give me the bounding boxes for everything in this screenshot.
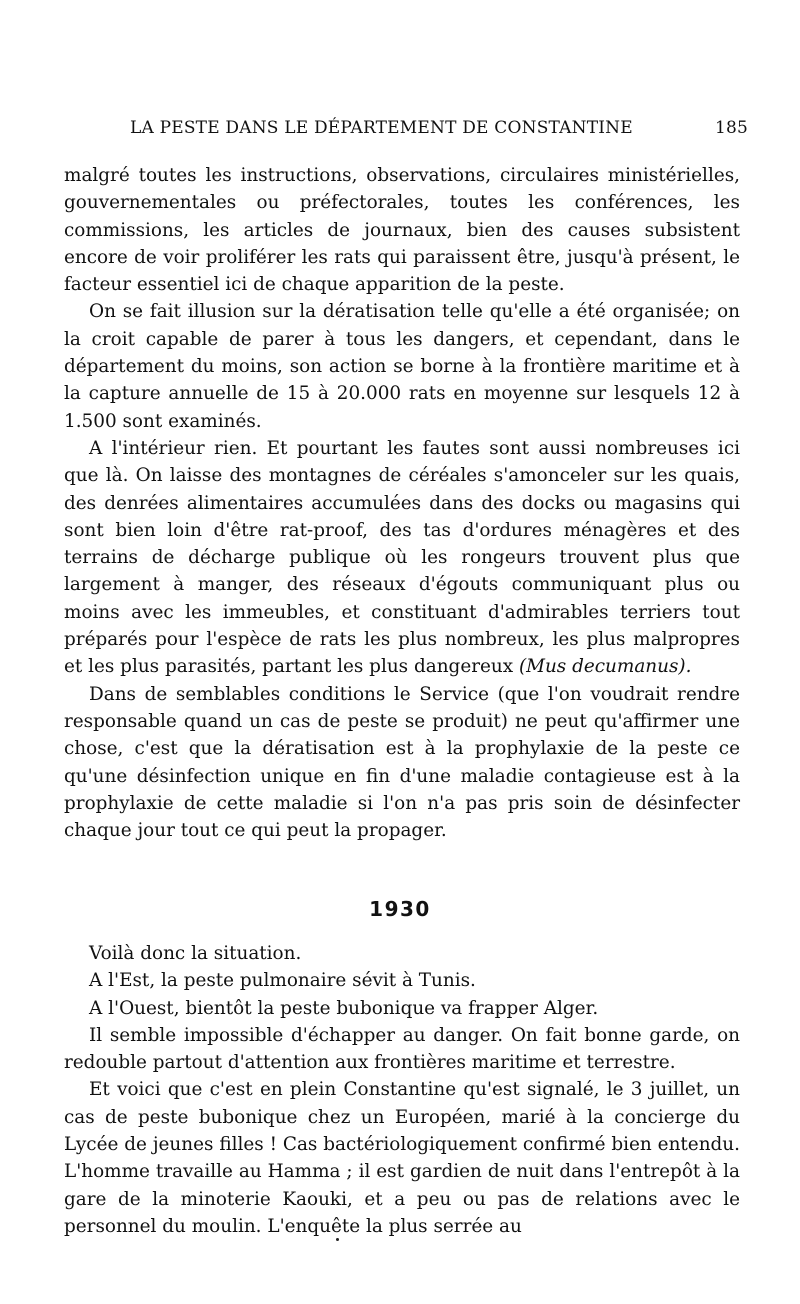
paragraph: A l'Est, la peste pulmonaire sévit à Tunis. bbox=[89, 970, 476, 992]
paragraph bbox=[64, 435, 740, 681]
body-text-after bbox=[64, 940, 740, 1240]
running-head-title: LA PESTE DANS LE DÉPARTEMENT DE CONSTANTINE bbox=[130, 118, 633, 138]
section-heading: 1930 bbox=[369, 897, 431, 921]
paragraph: malgré toutes les instructions, observations, circulaires ministérielles, gouvernementales ou préfectorales, toutes les conférences, les commissions, les articles de journaux, bien des causes subsistent encore de voir proliférer les rats qui paraissent être, jusqu'à présent, le facteur essentiel ici de chaque apparition de la peste. bbox=[64, 165, 740, 296]
print-speck bbox=[336, 1238, 339, 1241]
body-text-before bbox=[64, 162, 740, 844]
page-number: 185 bbox=[714, 118, 748, 138]
paragraph: Et voici que c'est en plein Constantine qu'est signalé, le 3 juillet, un cas de peste bubonique chez un Européen, marié à la concierge du Lycée de jeunes filles ! Cas bactériologiquement confirmé bien entendu. L'homme travaille au Hamma ; il est gardien de nuit dans l'entrepôt à la gare de la minoterie Kaouki, et a peu ou pas de relations avec le personnel du moulin. L'enquête la plus serrée au bbox=[64, 1079, 740, 1237]
paragraph-text: A l'intérieur rien. Et pourtant les fautes sont aussi nombreuses ici que là. On laisse des montagnes de céréales s'amonceler sur les quais, des denrées alimentaires accumulées dans des docks ou magasins qui sont bien loin d'être rat-proof, des tas d'ordures ménagères et des terrains de décharge publique où les rongeurs trouvent plus que largement à manger, des réseaux d'égouts communiquant plus ou moins avec les immeubles, et constituant d'admirables terriers tout préparés pour l'espèce de rats les plus nombreux, les plus malpropres et les plus parasités, partant les plus dangereux bbox=[64, 437, 740, 678]
paragraph: Voilà donc la situation. bbox=[89, 943, 302, 964]
species-name: (Mus decumanus). bbox=[518, 656, 692, 678]
paragraph: A l'Ouest, bientôt la peste bubonique va frapper Alger. bbox=[89, 997, 599, 1019]
paragraph: Dans de semblables conditions le Service (que l'on voudrait rendre responsable quand un cas de peste se produit) ne peut qu'affirmer une chose, c'est que la dératisation est à la prophylaxie de la peste ce qu'une désinfection unique en fin d'une maladie contagieuse est à la prophylaxie de cette maladie si l'on n'a pas pris soin de désinfecter chaque jour tout ce qui peut la propager. bbox=[64, 683, 740, 842]
paragraph: On se fait illusion sur la dératisation telle qu'elle a été organisée; on la croit capable de parer à tous les dangers, et cependant, dans le département du moins, son action se borne à la frontière maritime et à la capture annuelle de 15 à 20.000 rats en moyenne sur lesquels 12 à 1.500 sont examinés. bbox=[64, 301, 740, 432]
paragraph: Il semble impossible d'échapper au danger. On fait bonne garde, on redouble partout d'attention aux frontières maritime et terrestre. bbox=[64, 1024, 740, 1074]
